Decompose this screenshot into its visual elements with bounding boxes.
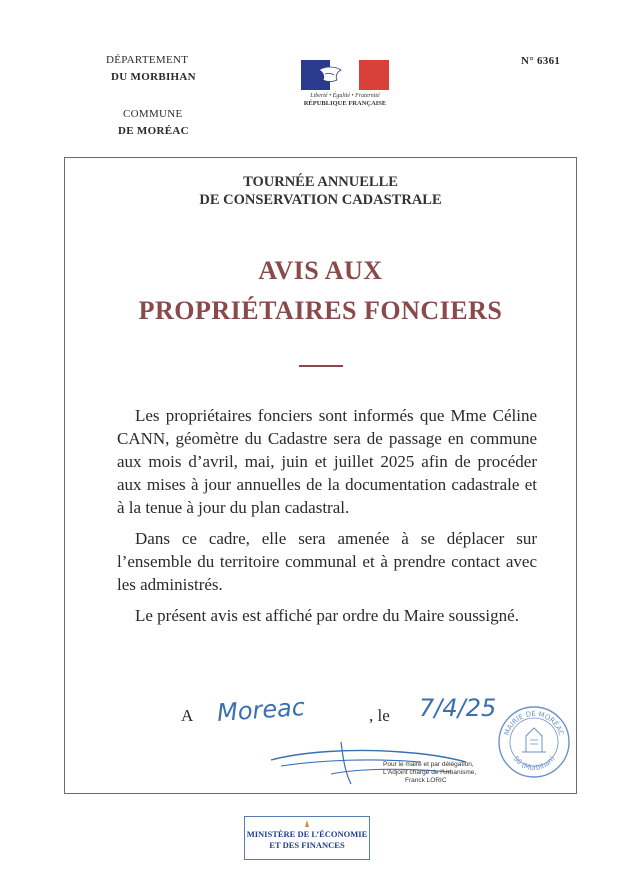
svg-text:56 (Morbihan): [512, 755, 557, 772]
delegation-line-2: L'Adjoint chargé de l'Urbanisme,: [383, 769, 477, 776]
marianne-icon: [301, 60, 389, 90]
title-underline: [299, 365, 343, 367]
delegation-block: [383, 761, 476, 785]
department-name: DU MORBIHAN: [111, 71, 196, 83]
notice-paragraph-1: Les propriétaires fonciers sont informés que Mme Céline CANN, géomètre du Cadastre sera de passage en commune aux mois d’avril, mai, juin et juillet 2025 afin de procéder aux mises à jour annuelles de la documentation cadastrale et à la tenue à jour du plan cadastral.: [117, 406, 537, 517]
mairie-stamp: [496, 704, 572, 780]
stamp-top-text: MAIRIE DE MORÉAC: [502, 709, 566, 737]
document-number: N° 6361: [521, 55, 561, 67]
notice-title-line2: PROPRIÉTAIRES FONCIERS: [138, 296, 503, 325]
commune-label: COMMUNE: [123, 108, 183, 120]
republique-francaise-logo: [300, 60, 390, 118]
notice-subtitle-line1: TOURNÉE ANNUELLE: [243, 174, 398, 190]
ministry-line-1: MINISTÈRE DE L’ÉCONOMIE: [246, 829, 368, 839]
notice-paragraph-3: Le présent avis est affiché par ordre du Maire soussigné.: [135, 606, 519, 625]
ministry-logo: [244, 816, 370, 860]
commune-name: DE MORÉAC: [118, 125, 189, 137]
department-label: DÉPARTEMENT: [106, 54, 189, 66]
logo-country: RÉPUBLIQUE FRANÇAISE: [303, 100, 387, 107]
date-prefix: , le: [369, 706, 390, 725]
place-prefix: A: [181, 706, 194, 725]
stamp-bottom-text: 56 (Morbihan): [511, 754, 557, 773]
place-handwritten: Moreac: [216, 692, 306, 728]
delegation-line-1: Pour le maire et par délégation,: [383, 761, 474, 768]
notice-frame: [64, 157, 577, 794]
ministry-emblem-icon: [302, 819, 312, 829]
date-handwritten: 7/4/25: [419, 694, 497, 722]
notice-paragraph-2: Dans ce cadre, elle sera amenée à se déplacer sur l’ensemble du territoire communal et à prendre contact avec les administrés.: [117, 529, 537, 594]
ministry-line-2: ET DES FINANCES: [269, 840, 345, 850]
notice-title-line1: AVIS AUX: [258, 256, 383, 285]
delegation-line-3: Franck LORIC: [405, 777, 447, 784]
notice-body: [117, 404, 537, 627]
notice-subtitle-line2: DE CONSERVATION CADASTRALE: [199, 192, 442, 208]
logo-motto: Liberté • Égalité • Fraternité: [310, 93, 380, 99]
